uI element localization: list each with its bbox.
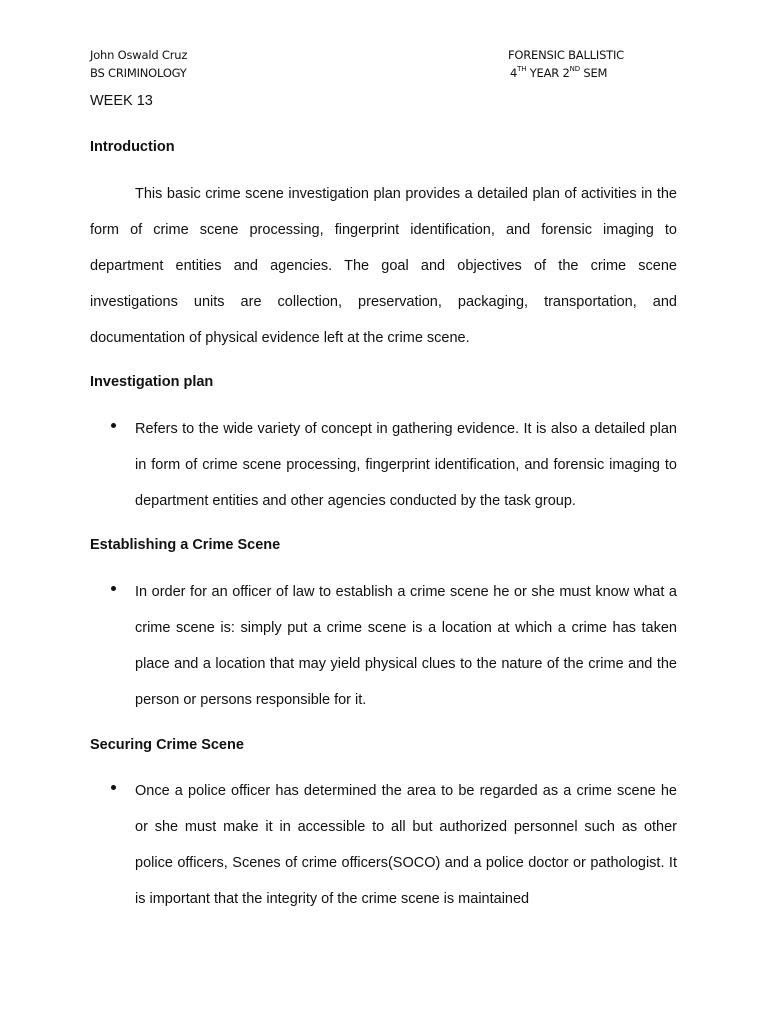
establishing-bullet-text: In order for an officer of law to establish a crime scene he or she must know what a crime scene is: simply put a crime scene is a location at which a crime has taken place and a location that may yield physical clues to the nature of the crime and the person or persons responsible for it. <box>135 584 677 708</box>
semester-label: SEM <box>579 66 608 80</box>
year-number: 4 <box>510 66 518 80</box>
investigation-plan-heading: Investigation plan <box>90 374 214 390</box>
year-superscript: TH <box>517 65 527 74</box>
introduction-heading: Introduction <box>90 139 175 155</box>
author-name: John Oswald Cruz <box>90 48 188 62</box>
bullet-icon <box>111 785 116 790</box>
introduction-paragraph: This basic crime scene investigation plan provides a detailed plan of activities in the form of crime scene processing, fingerprint identification, and forensic imaging to department entities and agencies. The goal and objectives of the crime scene investigations units are collection, preservation, packaging, transportation, and documentation of physical evidence left at the crime scene. <box>90 186 677 346</box>
semester-superscript: ND <box>569 65 580 74</box>
securing-heading: Securing Crime Scene <box>90 737 244 753</box>
year-label: YEAR 2 <box>526 66 570 80</box>
course-name: FORENSIC BALLISTIC <box>508 48 625 62</box>
year-semester <box>510 66 607 80</box>
week-label: WEEK 13 <box>90 93 153 109</box>
investigation-plan-bullet-text: Refers to the wide variety of concept in gathering evidence. It is also a detailed plan in form of crime scene processing, fingerprint identification, and forensic imaging to department entities and other agencies conducted by the task group. <box>135 421 677 509</box>
establishing-heading: Establishing a Crime Scene <box>90 537 281 553</box>
securing-bullet-text: Once a police officer has determined the area to be regarded as a crime scene he or she must make it in accessible to all but authorized personnel such as other police officers, Scenes of crime officers(SOCO) and a police doctor or pathologist. It is important that the integrity of the crime scene is maintained <box>135 783 677 907</box>
bullet-icon <box>111 586 116 591</box>
bullet-icon <box>111 423 116 428</box>
program-name: BS CRIMINOLOGY <box>90 66 187 80</box>
